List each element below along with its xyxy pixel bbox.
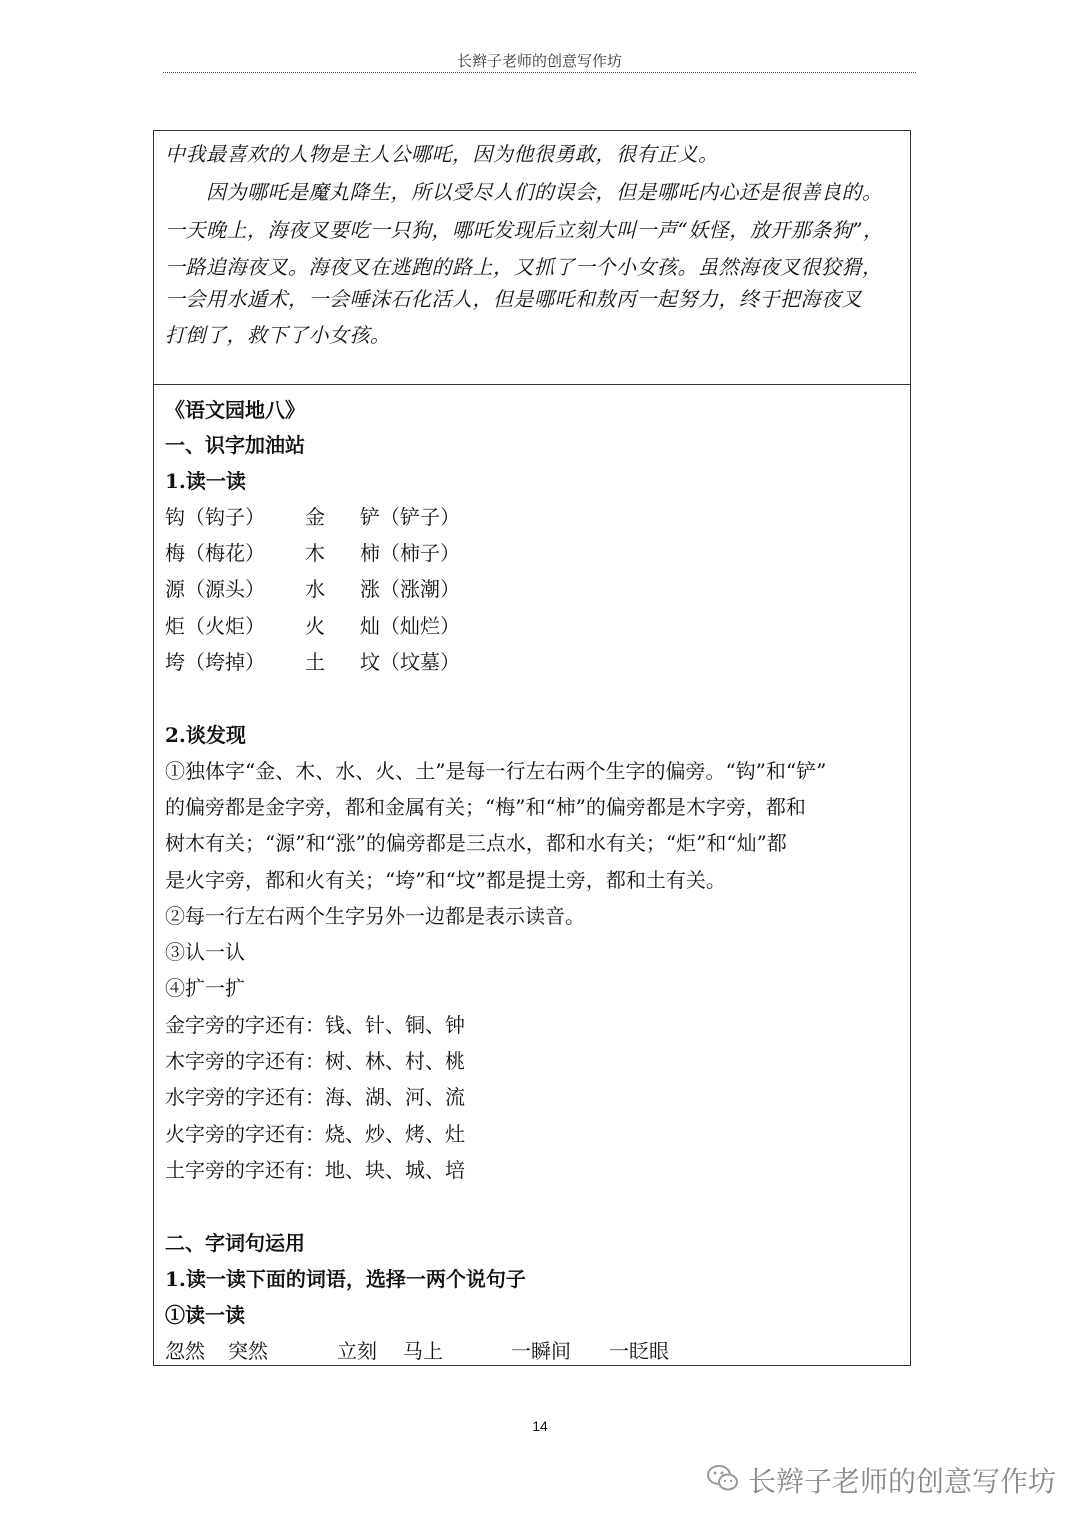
essay-line: 中我最喜欢的人物是主人公哪吒，因为他很勇敢，很有正义。 bbox=[165, 142, 719, 166]
subsection-heading: 1.读一读下面的词语，选择一两个说句子 bbox=[165, 1267, 526, 1291]
essay-line: 一天晚上，海夜叉要吃一只狗，哪吒发现后立刻大叫一声“妖怪，放开那条狗”， bbox=[165, 218, 884, 242]
watermark-text: 长辫子老师的创意写作坊 bbox=[748, 1466, 1057, 1497]
header-rule bbox=[163, 72, 916, 73]
read-row-left: 梅（梅花） bbox=[165, 541, 265, 565]
expand-line: 火字旁的字还有：烧、炒、烤、灶 bbox=[165, 1122, 465, 1146]
word-item: 突然 bbox=[228, 1339, 268, 1363]
essay-line: 打倒了，救下了小女孩。 bbox=[165, 323, 391, 347]
read-row-left: 源（源头） bbox=[165, 577, 265, 601]
expand-line: 金字旁的字还有：钱、针、铜、钟 bbox=[165, 1013, 465, 1037]
read-row-right: 柿（柿子） bbox=[360, 541, 460, 565]
subsection-heading: 1.读一读 bbox=[165, 469, 246, 493]
section-heading: 二、字词句运用 bbox=[165, 1231, 305, 1255]
read-row-mid: 木 bbox=[305, 541, 325, 565]
page-header: 长辫子老师的创意写作坊 bbox=[456, 52, 622, 70]
watermark bbox=[706, 1460, 1056, 1500]
word-item: 忽然 bbox=[165, 1339, 205, 1363]
discover-line: ②每一行左右两个生字另外一边都是表示读音。 bbox=[165, 904, 585, 928]
subsection-heading: 2.谈发现 bbox=[165, 723, 246, 747]
table-divider bbox=[153, 384, 911, 385]
expand-line: 水字旁的字还有：海、湖、河、流 bbox=[165, 1085, 465, 1109]
word-item: 马上 bbox=[403, 1339, 443, 1363]
discover-line: 树木有关；“源”和“涨”的偏旁都是三点水，都和水有关；“炬”和“灿”都 bbox=[165, 831, 787, 855]
discover-line: 的偏旁都是金字旁，都和金属有关；“梅”和“柿”的偏旁都是木字旁，都和 bbox=[165, 795, 806, 819]
read-row-left: 钩（钩子） bbox=[165, 505, 265, 529]
page-number: 14 bbox=[532, 1418, 548, 1434]
section-title: 《语文园地八》 bbox=[165, 398, 305, 422]
discover-line: 是火字旁，都和火有关；“垮”和“坟”都是提土旁，都和土有关。 bbox=[165, 868, 726, 892]
subsection-heading: ①读一读 bbox=[165, 1303, 245, 1327]
discover-line: ③认一认 bbox=[165, 940, 245, 964]
word-item: 立刻 bbox=[337, 1339, 377, 1363]
essay-line: 因为哪吒是魔丸降生，所以受尽人们的误会，但是哪吒内心还是很善良的。 bbox=[206, 180, 883, 204]
read-row-right: 涨（涨潮） bbox=[360, 577, 460, 601]
discover-line: ④扩一扩 bbox=[165, 976, 245, 1000]
read-row-right: 坟（坟墓） bbox=[360, 650, 460, 674]
read-row-mid: 水 bbox=[305, 577, 325, 601]
discover-line: ①独体字“金、木、水、火、土”是每一行左右两个生字的偏旁。“钩”和“铲” bbox=[165, 759, 827, 783]
wechat-icon bbox=[706, 1463, 740, 1497]
read-row-mid: 火 bbox=[305, 614, 325, 638]
expand-line: 木字旁的字还有：树、林、村、桃 bbox=[165, 1049, 465, 1073]
read-row-right: 灿（灿烂） bbox=[360, 614, 460, 638]
essay-line: 一路追海夜叉。海夜叉在逃跑的路上，又抓了一个小女孩。虽然海夜叉很狡猾， bbox=[165, 255, 883, 279]
read-row-mid: 土 bbox=[305, 650, 325, 674]
read-row-right: 铲（铲子） bbox=[360, 505, 460, 529]
read-row-left: 炬（火炬） bbox=[165, 614, 265, 638]
word-item: 一眨眼 bbox=[609, 1339, 669, 1363]
read-row-mid: 金 bbox=[305, 505, 325, 529]
essay-line: 一会用水遁术，一会唾沫石化活人，但是哪吒和敖丙一起努力，终于把海夜叉 bbox=[165, 287, 862, 311]
expand-line: 土字旁的字还有：地、块、城、培 bbox=[165, 1158, 465, 1182]
read-row-left: 垮（垮掉） bbox=[165, 650, 265, 674]
section-heading: 一、识字加油站 bbox=[165, 433, 305, 457]
word-item: 一瞬间 bbox=[511, 1339, 571, 1363]
